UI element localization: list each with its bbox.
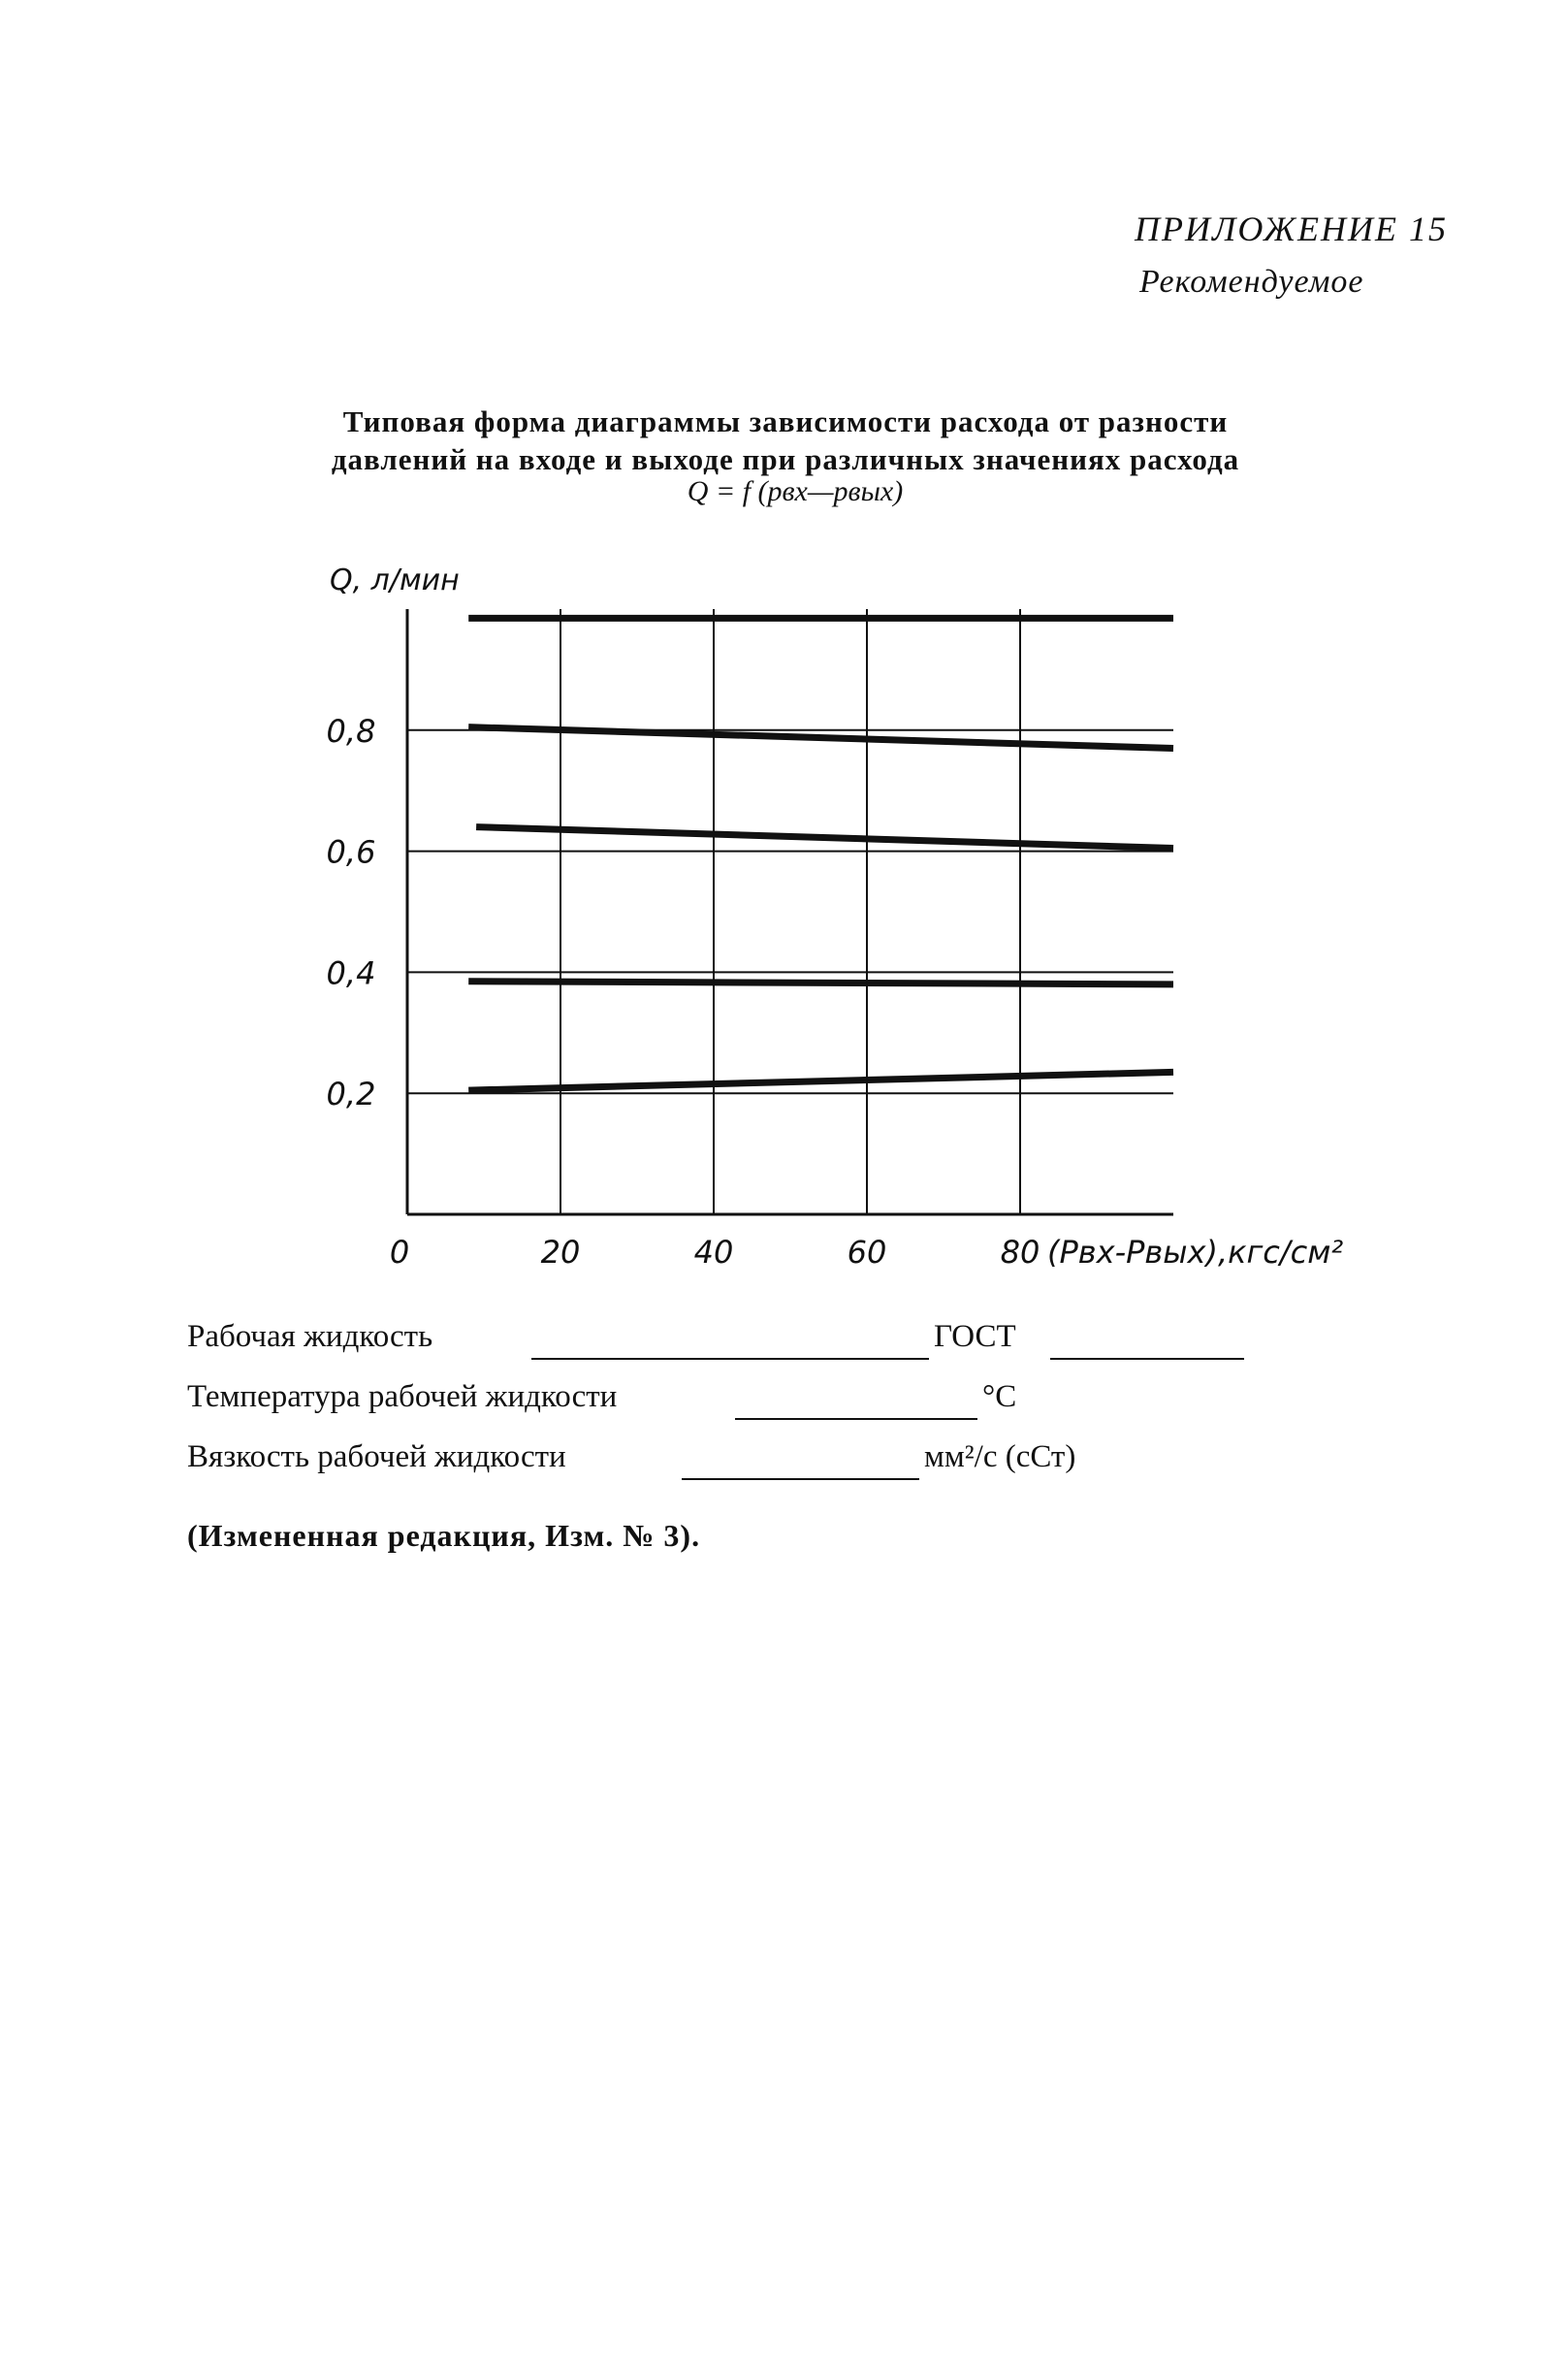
y-tick-label: 0,6 bbox=[326, 833, 376, 871]
origin-label: 0 bbox=[389, 1234, 410, 1271]
gost-label: ГОСТ bbox=[934, 1319, 1016, 1354]
x-tick-label: 20 bbox=[540, 1234, 581, 1271]
temp-unit: °С bbox=[982, 1379, 1017, 1414]
gost-blank[interactable] bbox=[1050, 1358, 1244, 1360]
series-line-4 bbox=[468, 982, 1173, 984]
x-axis-label: (Pвх-Pвых),кгс/см² bbox=[1047, 1234, 1344, 1271]
chart-series bbox=[468, 618, 1173, 1090]
title-line-2: давлений на входе и выходе при различных значениях расхода bbox=[331, 442, 1240, 476]
revision-note: (Измененная редакция, Изм. № 3). bbox=[187, 1518, 701, 1553]
x-tick-label: 40 bbox=[693, 1234, 734, 1271]
series-line-3 bbox=[476, 827, 1173, 849]
temp-blank[interactable] bbox=[735, 1418, 977, 1420]
fluid-row bbox=[187, 1319, 432, 1355]
chart-grid bbox=[407, 609, 1173, 1214]
y-tick-label: 0,4 bbox=[326, 954, 376, 992]
appendix-status: Рекомендуемое bbox=[1139, 264, 1364, 300]
title-line-1: Типовая форма диаграммы зависимости расхода от разности bbox=[342, 404, 1229, 438]
series-line-5 bbox=[468, 1072, 1173, 1090]
title-formula: Q = f (pвх—pвых) bbox=[687, 475, 904, 507]
temp-label: Температура рабочей жидкости bbox=[187, 1379, 618, 1414]
viscosity-label: Вязкость рабочей жидкости bbox=[187, 1439, 566, 1474]
appendix-number: ПРИЛОЖЕНИЕ 15 bbox=[1135, 210, 1448, 248]
fluid-label: Рабочая жидкость bbox=[187, 1319, 433, 1354]
viscosity-unit: мм²/с (сСт) bbox=[924, 1439, 1076, 1474]
y-axis-label: Q, л/мин bbox=[330, 564, 460, 597]
y-tick-label: 0,8 bbox=[326, 712, 376, 750]
x-tick-label: 80 bbox=[1000, 1234, 1040, 1271]
fluid-blank[interactable] bbox=[531, 1358, 929, 1360]
y-tick-label: 0,2 bbox=[326, 1076, 376, 1113]
x-tick-label: 60 bbox=[847, 1234, 887, 1271]
viscosity-blank[interactable] bbox=[682, 1478, 919, 1480]
chart-labels bbox=[327, 564, 1344, 1271]
